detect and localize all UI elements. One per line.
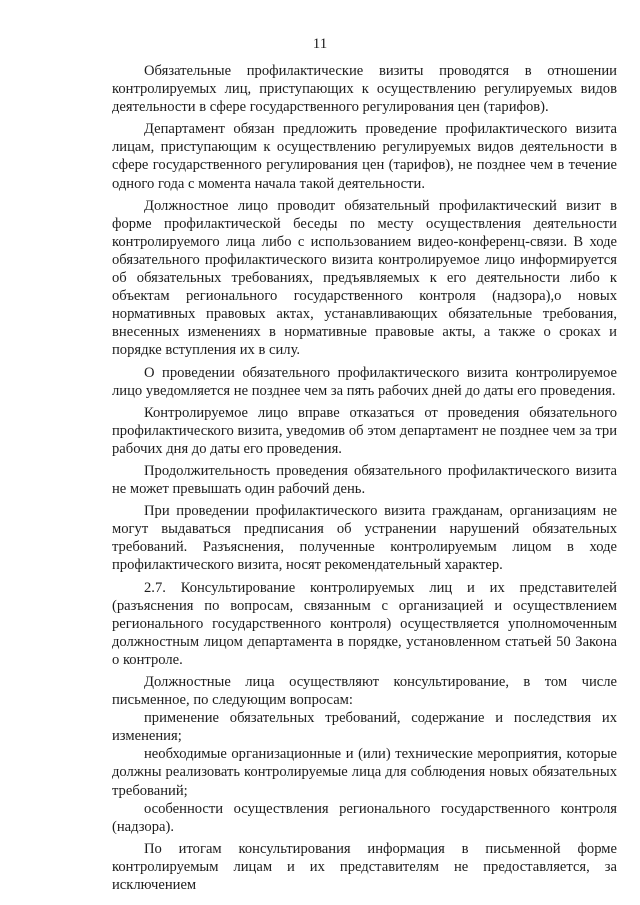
paragraph-duration: Продолжительность проведения обязательного профилактического визита не может превышать один рабочий день. <box>112 462 617 498</box>
paragraph-refusal: Контролируемое лицо вправе отказаться от проведения обязательного профилактического визита, уведомив об этом департамент не позднее чем за три рабочих дня до даты его проведения. <box>112 404 617 457</box>
list-item-requirements: применение обязательных требований, содержание и последствия их изменения; <box>112 710 617 745</box>
paragraph-department-obligation: Департамент обязан предложить проведение профилактического визита лицам, приступающим к осуществлению регулируемых видов деятельности в сфере государственного регулирования цен (тарифов), не позднее чем в течение одного года с момента начала такой деятельности. <box>112 121 617 192</box>
list-item-control-features: особенности осуществления регионального государственного контроля (надзора). <box>112 800 617 835</box>
paragraph-consulting: 2.7. Консультирование контролируемых лиц и их представителей (разъяснения по вопросам, связанным с организацией и осуществлением регионального государственного контроля) осуществляется уполномоченным должностным лицом департамента в порядке, установленном статьей 50 Закона о контроле. <box>112 579 617 668</box>
list-item-measures: необходимые организационные и (или) технические мероприятия, которые должны реализовать контролируемые лица для соблюдения новых обязательных требований; <box>112 746 617 799</box>
page-number: 11 <box>312 36 328 52</box>
document-body <box>112 62 617 898</box>
paragraph-notification: О проведении обязательного профилактического визита контролируемое лицо уведомляется не позднее чем за пять рабочих дней до даты его проведения. <box>112 364 617 399</box>
paragraph-written-info: По итогам консультирования информация в письменной форме контролируемым лицам и их представителям не предоставляется, за исключением <box>112 840 617 894</box>
paragraph-mandatory-visits: Обязательные профилактические визиты проводятся в отношении контролируемых лиц, приступающих к осуществлению регулируемых видов деятельности в сфере государственного регулирования цен (тарифов). <box>112 63 617 116</box>
paragraph-no-orders: При проведении профилактического визита гражданам, организациям не могут выдаваться предписания об устранении нарушений обязательных требований. Разъяснения, полученные контролируемым лицом в ходе профилактического визита, носят рекомендательный характер. <box>112 503 617 574</box>
paragraph-visit-procedure: Должностное лицо проводит обязательный профилактический визит в форме профилактической беседы по месту осуществления деятельности контролируемого лица либо с использованием видео-конференц-связи. В ходе обязательного профилактического визита контролируемое лицо информируется об обязательных требованиях, предъявляемых к его деятельности либо к объектам регионального государственного контроля (надзора),о новых нормативных правовых актах, устанавливающих обязательные требования, внесенных изменениях в нормативные правовые акты, а также о сроках и порядке вступления их в силу. <box>112 197 617 359</box>
paragraph-consulting-topics: Должностные лица осуществляют консультирование, в том числе письменное, по следующим вопросам: <box>112 674 617 709</box>
